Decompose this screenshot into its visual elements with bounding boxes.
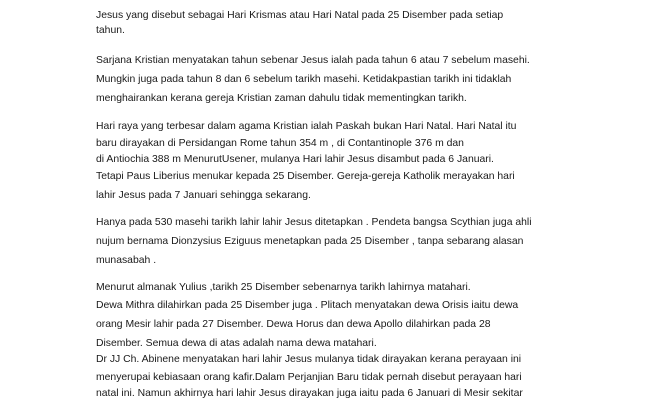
text-line: Menurut almanak Yulius ,tarikh 25 Disember sebenarnya tarikh lahirnya matahari. bbox=[96, 282, 471, 293]
text-line: lahir Jesus pada 7 Januari sehingga sekarang. bbox=[96, 190, 311, 201]
text-line: menyerupai kebiasaan orang kafir.Dalam Perjanjian Baru tidak pernah disebut perayaan hari bbox=[96, 372, 522, 383]
text-line: Tetapi Paus Liberius menukar kepada 25 Disember. Gereja-gereja Katholik merayakan hari bbox=[96, 171, 515, 182]
text-line: Dr JJ Ch. Abinene menyatakan hari lahir Jesus mulanya tidak dirayakan kerana perayaan ini bbox=[96, 354, 522, 365]
text-line: munasabah . bbox=[96, 255, 157, 266]
text-line: tahun. bbox=[96, 25, 125, 36]
text-line: Hari raya yang terbesar dalam agama Kristian ialah Paskah bukan Hari Natal. Hari Natal itu bbox=[96, 121, 517, 132]
text-line: menghairankan kerana gereja Kristian zaman dahulu tidak mementingkan tarikh. bbox=[96, 93, 467, 104]
text-line: Hanya pada 530 masehi tarikh lahir lahir Jesus ditetapkan . Pendeta bangsa Scythian juga ahli bbox=[96, 217, 532, 228]
text-line: orang Mesir lahir pada 27 Disember. Dewa Horus dan dewa Apollo dilahirkan pada 28 bbox=[96, 319, 491, 330]
text-line: natal ini. Namun akhirnya hari lahir Jesus dirayakan juga iaitu pada 6 Januari di Mesir sekitar bbox=[96, 388, 523, 399]
text-line: Disember. Semua dewa di atas adalah nama dewa matahari. bbox=[96, 338, 377, 349]
text-line: Jesus yang disebut sebagai Hari Krismas atau Hari Natal pada 25 Disember pada setiap bbox=[96, 10, 504, 21]
text-line: baru dirayakan di Persidangan Rome tahun 354 m , di Contantinople 376 m dan bbox=[96, 138, 464, 149]
text-line: Sarjana Kristian menyatakan tahun sebenar Jesus ialah pada tahun 6 atau 7 sebelum masehi. bbox=[96, 55, 530, 66]
text-line: Dewa Mithra dilahirkan pada 25 Disember juga . Plitach menyatakan dewa Orisis iaitu dewa bbox=[96, 300, 519, 311]
text-line: Mungkin juga pada tahun 8 dan 6 sebelum tarikh masehi. Ketidakpastian tarikh ini tidaklah bbox=[96, 74, 512, 85]
text-line: nujum bernama Dionzysius Eziguus menetapkan pada 25 Disember , tanpa sebarang alasan bbox=[96, 236, 524, 247]
text-line: di Antiochia 388 m MenurutUsener, mulanya Hari lahir Jesus disambut pada 6 Januari. bbox=[96, 154, 494, 165]
